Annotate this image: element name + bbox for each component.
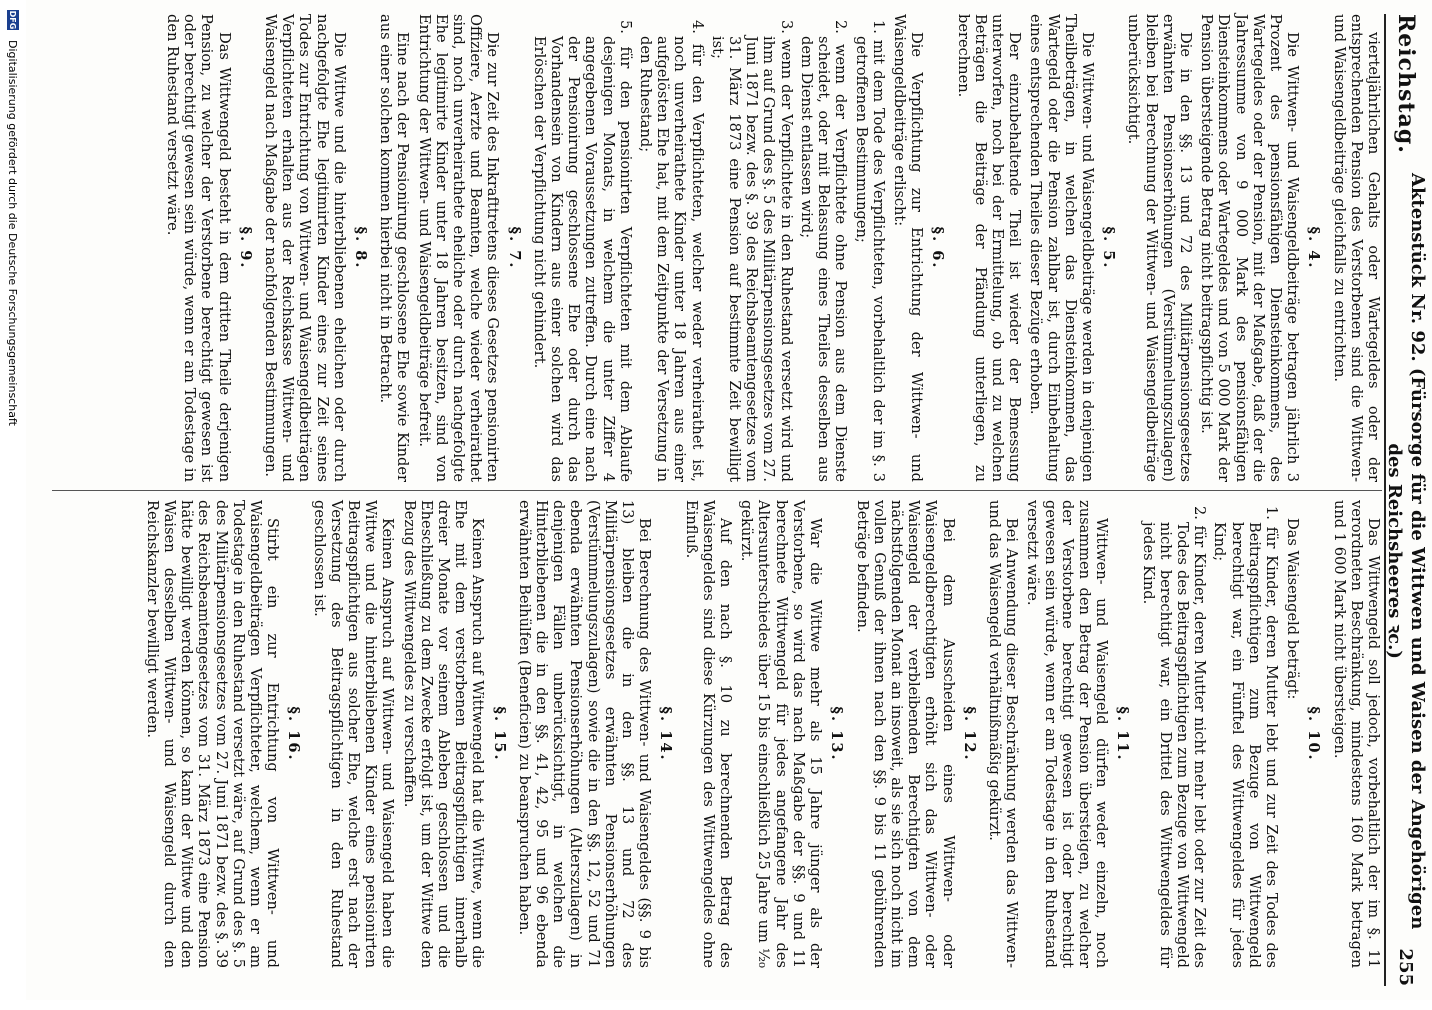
list-item: 5. für den pensionirten Verpflichteten mit dem Ablaufe desjenigen Monats, in welchem die unter Ziffer 4 angegebenen Voraussetzungen zutreffen. Durch eine nach der Pensionirung geschlossene Ehe oder durch das Vorhandensein von Kindern aus einer solchen wird das Erlöschen der Verpflichtung nicht gehindert. [530, 20, 634, 482]
header-left: Reichstag. [1393, 14, 1419, 154]
paragraph: Die Verpflichtung zur Entrichtung der Wittwen- und Waisengeldbeiträge erlischt: [890, 14, 926, 482]
section-heading: §. 7. [505, 226, 523, 270]
footer-text: Digitalisierung gefördert durch die Deutsche Forschungsgemeinschaft [6, 40, 20, 426]
paragraph: vierteljährlichen Gehalts oder Wartegeldes oder der entsprechenden Pension des Verstorbenen sind die Wittwen- und Waisengeldbeiträge gleichfalls zu entrichten. [1330, 14, 1382, 482]
paragraph: Eine nach der Pensionirung geschlossene Ehe sowie Kinder aus einer solchen kommen hierbei nicht in Betracht. [377, 14, 412, 482]
section-heading: §. 14. [657, 706, 675, 762]
section-heading: §. 5. [1100, 226, 1118, 270]
list-item: 1. mit dem Tode des Verpflichteten, vorbehaltlich der im §. 3 getroffenen Bestimmungen; [852, 20, 887, 482]
footer [0, 0, 26, 1010]
paragraph: Auf den nach §. 10 zu berechnenden Betrag des Waisengeldes sind diese Kürzungen des Wittwengeldes ohne Einfluß. [682, 500, 735, 968]
paragraph: Das Waisengeld beträgt: [1284, 518, 1302, 700]
section-heading: §. 8. [352, 226, 370, 270]
section-heading: §. 12. [960, 706, 978, 762]
section-heading: §. 15. [490, 706, 508, 762]
section-heading: §. 10. [1305, 706, 1323, 762]
paragraph: Der einzubehaltende Theil ist wieder der Bemessung unterworfen, noch bei der Ermittelung, ob und zu welchen Beträgen die Beiträge der Pfändung unterliegen, zu berechnen. [954, 14, 1024, 482]
paragraph: Bei Berechnung des Wittwen- und Waisengeldes (§§. 9 bis 13) bleiben die in den §§. 13 und 72 des Militärpensionsgesetzes erwähnten Pensionserhöhungen (Verstümmelungszulagen) sowie die in den §§. 12, 52 und 71 ebenda erwähnten Pensionserhöhungen (Alterszulagen) in denjenigen Fällen unberücksichtigt, in welchen die Hinterbliebenen die in den §§. 41, 42, 95 und 96 ebenda erwähnten Beihülfen (Beneficien) zu beanspruchen haben. [515, 500, 654, 968]
paragraph: Bei dem Ausscheiden eines Wittwen- oder Waisengeldberechtigten erhöht sich das Wittwen- oder Waisengeld der verbleibenden Berechtigten von dem nächstfolgenden Monat an insoweit, als sie sich noch nicht im vollen Genuß der ihnen nach den §§. 9 bis 11 gebührenden Beträge befinden. [853, 500, 957, 968]
paragraph: Bei Anwendung dieser Beschränkung werden das Wittwen- und das Waisengeld verhältnißmäßig gekürzt. [985, 500, 1021, 968]
paragraph: Die Wittwen- und Waisengeldbeiträge werden in denjenigen Theilbeträgen, in welchen das Diensteinkommen, das Wartegeld oder die Pension zahlbar ist, durch Einbehaltung eines entsprechenden Theiles dieser Bezüge erhoben. [1027, 14, 1096, 482]
paragraph: Das Wittwengeld besteht in dem dritten Theile derjenigen Pension, zu welcher der Verstorbene berechtigt gewesen ist oder berechtigt gewesen sein würde, wenn er am Todestage in den Ruhestand versetzt wäre. [164, 14, 233, 482]
paragraph: Die Wittwen- und Waisengeldbeiträge betragen jährlich 3 Prozent des pensionsfähigen Diensteinkommens, des Wartegeldes oder der Pension, mit der Maßgabe, daß der die Jahressumme von 9 000 Mark des pensionsfähigen Diensteinkommens oder Wartegeldes und von 5 000 Mark der Pension übersteigende Betrag nicht beitragspflichtig ist. [1198, 14, 1302, 482]
list-item: 3. wenn der Verpflichtete in den Ruhestand versetzt wird und ihm auf Grund des §. 5 des Militärpensionsgesetzes vom 27. Juni 1871 bezw. des §. 39 des Reichsbeamtengesetzes vom 31. März 1873 eine Pension auf bestimmte Zeit bewilligt ist; [708, 20, 795, 482]
paragraph: Die Wittwe und die hinterbliebenen ehelichen oder durch nachgefolgte Ehe legitimirten Kinder eines zur Zeit seines Todes zur Entrichtung von Wittwen- und Waisengeldbeiträgen Verpflichteten erhalten aus der Reichskasse Wittwen- und Waisengeld nach Maßgabe der nachfolgenden Bestimmungen. [262, 14, 348, 482]
paragraph: Das Wittwengeld soll jedoch, vorbehaltlich der im §. 11 verordneten Beschränkung, mindestens 160 Mark betragen und 1 600 Mark nicht übersteigen. [1330, 500, 1382, 968]
dfg-logo: DFG [8, 10, 18, 30]
paragraph: Wittwen- und Waisengeld dürfen weder einzeln, noch zusammen den Betrag der Pension übersteigen, zu welcher der Verstorbene berechtigt gewesen ist oder berechtigt gewesen sein würde, wenn er am Todestage in den Ruhestand versetzt wäre. [1024, 500, 1111, 968]
paragraph: War die Wittwe mehr als 15 Jahre jünger als der Verstorbene, so wird das nach Maßgabe der §§. 9 und 11 berechnete Wittwengeld für jedes angefangene Jahr des Altersunterschiedes über 15 bis einschließlich 25 Jahre um ¹⁄₂₀ gekürzt. [738, 500, 825, 968]
paragraph: Keinen Anspruch auf Wittwen- und Waisengeld haben die Wittwe und die hinterbliebenen Kinder eines pensionirten Beitragspflichtigen aus solcher Ehe, welche erst nach der Versetzung des Beitragspflichtigen in den Ruhestand geschlossen ist. [310, 500, 397, 968]
left-column [52, 14, 1382, 482]
section-heading: §. 13. [828, 706, 846, 762]
section-heading: §. 11. [1114, 706, 1132, 762]
list-item: 2. wenn der Verpflichtete ohne Pension aus dem Dienste scheidet, oder mit Belassung eines Theiles desselben aus dem Dienst entlassen wird; [797, 20, 850, 482]
list-item: 1. für Kinder, deren Mutter lebt und zur Zeit des Todes des Beitragspflichtigen zum Bezuge von Wittwengeld berechtigt war, ein Fünftel des Wittwengeldes für jedes Kind; [1211, 506, 1280, 968]
list-item: 2. für Kinder, deren Mutter nicht mehr lebt oder zur Zeit des Todes des Beitragspflichtigen zum Bezuge von Wittwengeld nicht berechtigt war, ein Drittel des Wittwengeldes für jedes Kind. [1139, 506, 1209, 968]
section-heading: §. 16. [285, 706, 303, 762]
paragraph: Stirbt ein zur Entrichtung von Wittwen- und Waisengeldbeiträgen Verpflichteter, welchem, wenn er am Todestage in den Ruhestand versetzt wäre, auf Grund des §. 5 des Militärpensionsgesetzes vom 27. Juni 1871 bezw. des §. 39 des Reichsbeamtengesetzes vom 31. März 1873 eine Pension hätte bewilligt werden können, so kann der Wittwe und den Waisen desselben Wittwen- und Waisengeld durch den Reichskanzler bewilligt werden. [143, 500, 282, 968]
paragraph: Die in den §§. 13 und 72 des Militärpensionsgesetzes erwähnten Pensionserhöhungen (Verstümmelungszulagen) bleiben bei Berechnung der Wittwen- und Waisengeldbeiträge unberücksichtigt. [1125, 14, 1194, 482]
section-heading: §. 4. [1305, 226, 1323, 270]
column-divider [52, 490, 1382, 491]
page-header [1384, 14, 1429, 986]
right-column [52, 500, 1382, 968]
list-item: 4. für den Verpflichteten, welcher weder verheirathet ist, noch unverheirathete Kinder unter 18 Jahren aus einer aufgelösten Ehe hat, mit dem Zeitpunkte der Versetzung in den Ruhestand; [637, 20, 706, 482]
paragraph: Keinen Anspruch auf Wittwengeld hat die Wittwe, wenn die Ehe mit dem verstorbenen Beitragspflichtigen innerhalb dreier Monate vor seinem Ableben geschlossen und die Eheschließung zu dem Zwecke erfolgt ist, um der Wittwe den Bezug des Wittwengeldes zu verschaffen. [400, 500, 487, 968]
page-number: 255 [1395, 948, 1417, 986]
section-heading: §. 6. [929, 226, 947, 270]
paragraph: Die zur Zeit des Inkrafttretens dieses Gesetzes pensionirten Offiziere, Aerzte und Beamten, welche wieder verheirathet sind, noch unverheirathete eheliche oder durch nachgefolgte Ehe legitimirte Kinder unter 18 Jahren besitzen, sind von Entrichtung der Wittwen- und Waisengeldbeiträge befreit. [415, 14, 502, 482]
header-title: Aktenstück Nr. 92. (Fürsorge für die Wittwen und Waisen der Angehörigen des Reichsheeres ꝛc.) [1384, 172, 1429, 930]
section-heading: §. 9. [236, 226, 254, 270]
